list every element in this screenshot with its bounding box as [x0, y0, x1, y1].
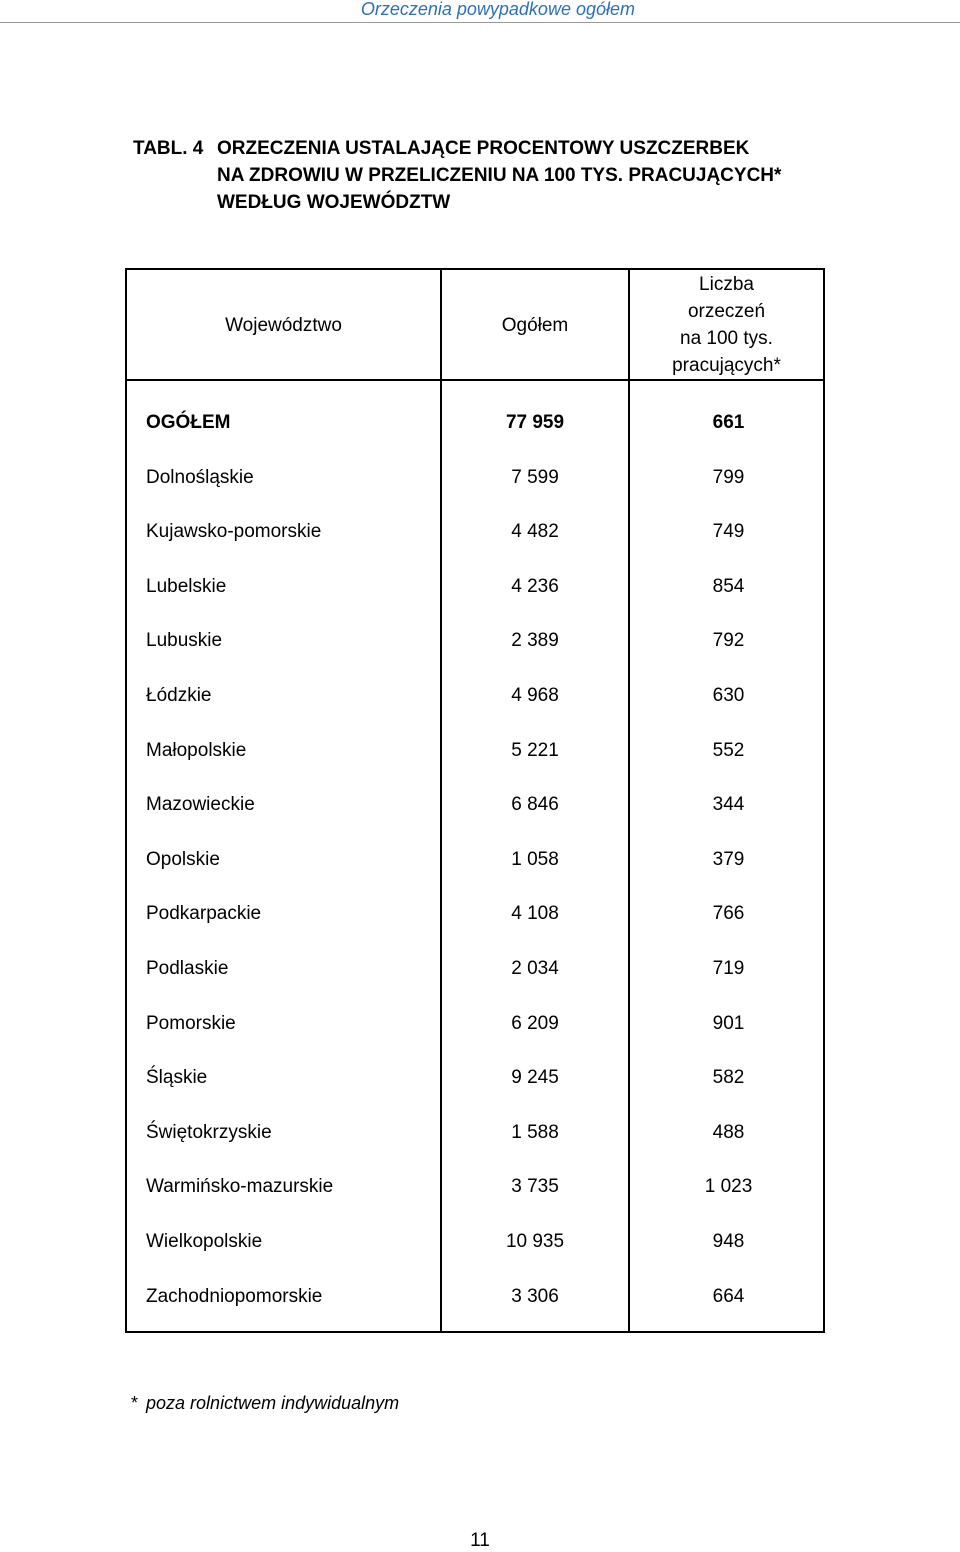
- cell-region: Dolnośląskie: [146, 466, 254, 488]
- cell-rate: 719: [712, 958, 745, 979]
- cell-rate: 799: [712, 466, 745, 488]
- cell-total: 3 735: [511, 1176, 559, 1198]
- column-header-total: [442, 270, 628, 380]
- cell-total: 6 846: [511, 794, 559, 816]
- rate-header-line-1: Liczba: [699, 274, 754, 295]
- cell-total: 4 968: [511, 685, 559, 706]
- cell-rate: 1 023: [704, 1176, 753, 1198]
- cell-region: Wielkopolskie: [146, 1231, 263, 1252]
- cell-rate: 948: [712, 1231, 745, 1252]
- cell-rate: 344: [712, 794, 745, 816]
- footnote-text: poza rolnictwem indywidualnym: [146, 1393, 400, 1413]
- table-row: [127, 1270, 823, 1324]
- table-row: [127, 778, 823, 832]
- cell-total: 9 245: [511, 1067, 559, 1089]
- cell-total: 4 482: [511, 521, 559, 543]
- table-row: [127, 887, 823, 941]
- cell-rate: 552: [712, 739, 745, 761]
- cell-total: 2 389: [511, 630, 559, 652]
- cell-total: 10 935: [505, 1231, 565, 1252]
- cell-region: Lubuskie: [146, 630, 223, 652]
- cell-rate: 379: [712, 848, 745, 870]
- cell-total: 3 306: [511, 1285, 559, 1307]
- table-row-total: [127, 396, 823, 450]
- table-row: [127, 1160, 823, 1214]
- cell-total: 5 221: [511, 739, 559, 761]
- cell-rate: 901: [712, 1012, 745, 1034]
- rate-header-line-3: na 100 tys.: [680, 328, 773, 349]
- table-title-line-1: [133, 135, 781, 162]
- table-title-text-1: ORZECZENIA USTALAJĄCE PROCENTOWY USZCZERBEK: [217, 138, 750, 159]
- table-row: [127, 451, 823, 505]
- cell-rate: 749: [712, 521, 745, 543]
- cell-total: 1 058: [511, 848, 559, 870]
- cell-region: Warmińsko-mazurskie: [146, 1176, 334, 1198]
- cell-total: 4 236: [511, 575, 559, 597]
- column-header-rate: [630, 270, 823, 380]
- column-header-total-label: Ogółem: [501, 314, 569, 336]
- column-header-region: [127, 270, 440, 380]
- running-header-title: Orzeczenia powypadkowe ogółem: [360, 0, 635, 19]
- table-row: [127, 1106, 823, 1160]
- cell-region: Podlaskie: [146, 958, 229, 979]
- page-number: 11: [470, 1530, 490, 1551]
- running-header: [0, 0, 960, 23]
- footnote: [131, 1393, 399, 1414]
- cell-total: 7 599: [511, 466, 559, 488]
- cell-total: 1 588: [511, 1121, 559, 1143]
- cell-rate: 661: [712, 412, 745, 433]
- cell-region: Opolskie: [146, 848, 220, 870]
- cell-rate: 630: [712, 685, 745, 706]
- cell-region: Podkarpackie: [146, 903, 262, 925]
- cell-rate: 488: [712, 1121, 745, 1143]
- table-row: [127, 724, 823, 778]
- table-row: [127, 833, 823, 887]
- cell-total: 77 959: [505, 412, 565, 433]
- cell-total: 6 209: [511, 1012, 559, 1034]
- cell-region: Zachodniopomorskie: [146, 1285, 323, 1307]
- table-row: [127, 1215, 823, 1269]
- cell-region: OGÓŁEM: [146, 412, 231, 433]
- cell-rate: 766: [712, 903, 745, 925]
- table-row: [127, 614, 823, 668]
- cell-region: Kujawsko-pomorskie: [146, 521, 322, 543]
- table-row: [127, 505, 823, 559]
- cell-region: Mazowieckie: [146, 794, 255, 816]
- cell-region: Pomorskie: [146, 1012, 236, 1034]
- column-header-region-label: Województwo: [225, 314, 342, 336]
- table-row: [127, 1051, 823, 1105]
- table-row: [127, 942, 823, 996]
- column-header-rate-label: [672, 271, 781, 379]
- table-title-line-3: WEDŁUG WOJEWÓDZTW: [217, 192, 451, 213]
- footnote-marker: *: [131, 1393, 139, 1413]
- cell-rate: 854: [712, 575, 745, 597]
- cell-region: Lubelskie: [146, 575, 227, 597]
- rate-header-line-4: pracujących*: [672, 355, 781, 376]
- table-row: [127, 997, 823, 1051]
- data-table: [125, 268, 825, 1333]
- table-row: [127, 560, 823, 614]
- table-row: [127, 669, 823, 723]
- cell-region: Świętokrzyskie: [146, 1121, 272, 1143]
- cell-rate: 582: [712, 1067, 745, 1089]
- cell-total: 2 034: [511, 958, 559, 979]
- table-title: [133, 135, 781, 216]
- table-number: TABL. 4: [133, 138, 204, 159]
- rate-header-line-2: orzeczeń: [687, 301, 766, 322]
- cell-rate: 792: [712, 630, 745, 652]
- cell-region: Małopolskie: [146, 739, 247, 761]
- cell-rate: 664: [712, 1285, 745, 1307]
- cell-total: 4 108: [511, 903, 559, 925]
- table-title-line-2: NA ZDROWIU W PRZELICZENIU NA 100 TYS. PRACUJĄCYCH*: [217, 165, 782, 186]
- cell-region: Łódzkie: [146, 685, 212, 706]
- cell-region: Śląskie: [146, 1067, 208, 1089]
